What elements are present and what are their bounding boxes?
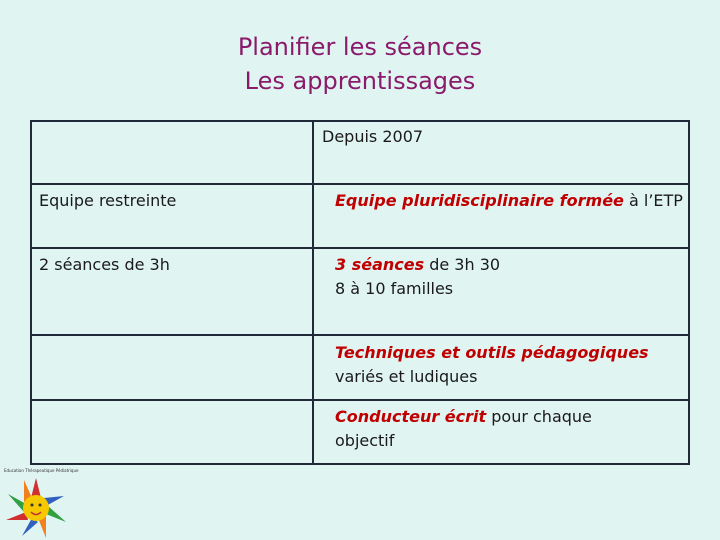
slide-title (0, 30, 720, 98)
row-divider (32, 399, 688, 401)
row-2-right-line2: 8 à 10 familles (335, 279, 454, 298)
row-divider (32, 334, 688, 336)
sun-pencil-icon (2, 474, 74, 540)
row-4-right-text: pour chaque objectif (335, 407, 592, 450)
row-4-right-highlight: Conducteur écrit (335, 407, 487, 426)
row-3-right-line2: variés et ludiques (335, 367, 478, 386)
column-divider (312, 122, 314, 463)
row-2-right-highlight: 3 séances (335, 255, 425, 274)
row-1-left: Equipe restreinte (39, 191, 177, 210)
row-1-right (335, 189, 685, 213)
row-2-right (335, 253, 685, 301)
comparison-table (30, 120, 690, 465)
row-1-right-text: à l’ETP (623, 191, 683, 210)
etp-logo (2, 468, 79, 538)
logo-caption: Education Thérapeutique Pédiatrique (4, 468, 79, 473)
title-line-2: Les apprentissages (244, 67, 476, 95)
row-3-right (335, 341, 685, 389)
row-3-right-highlight: Techniques et outils pédagogiques (335, 343, 649, 362)
row-2-left: 2 séances de 3h (39, 255, 170, 274)
row-divider (32, 183, 688, 185)
row-4-right (335, 405, 655, 453)
title-line-1: Planifier les séances (237, 33, 483, 61)
row-1-right-highlight: Equipe pluridisciplinaire formée (335, 191, 624, 210)
row-divider (32, 247, 688, 249)
table-header: Depuis 2007 (322, 127, 424, 146)
row-2-right-text: de 3h 30 (424, 255, 501, 274)
